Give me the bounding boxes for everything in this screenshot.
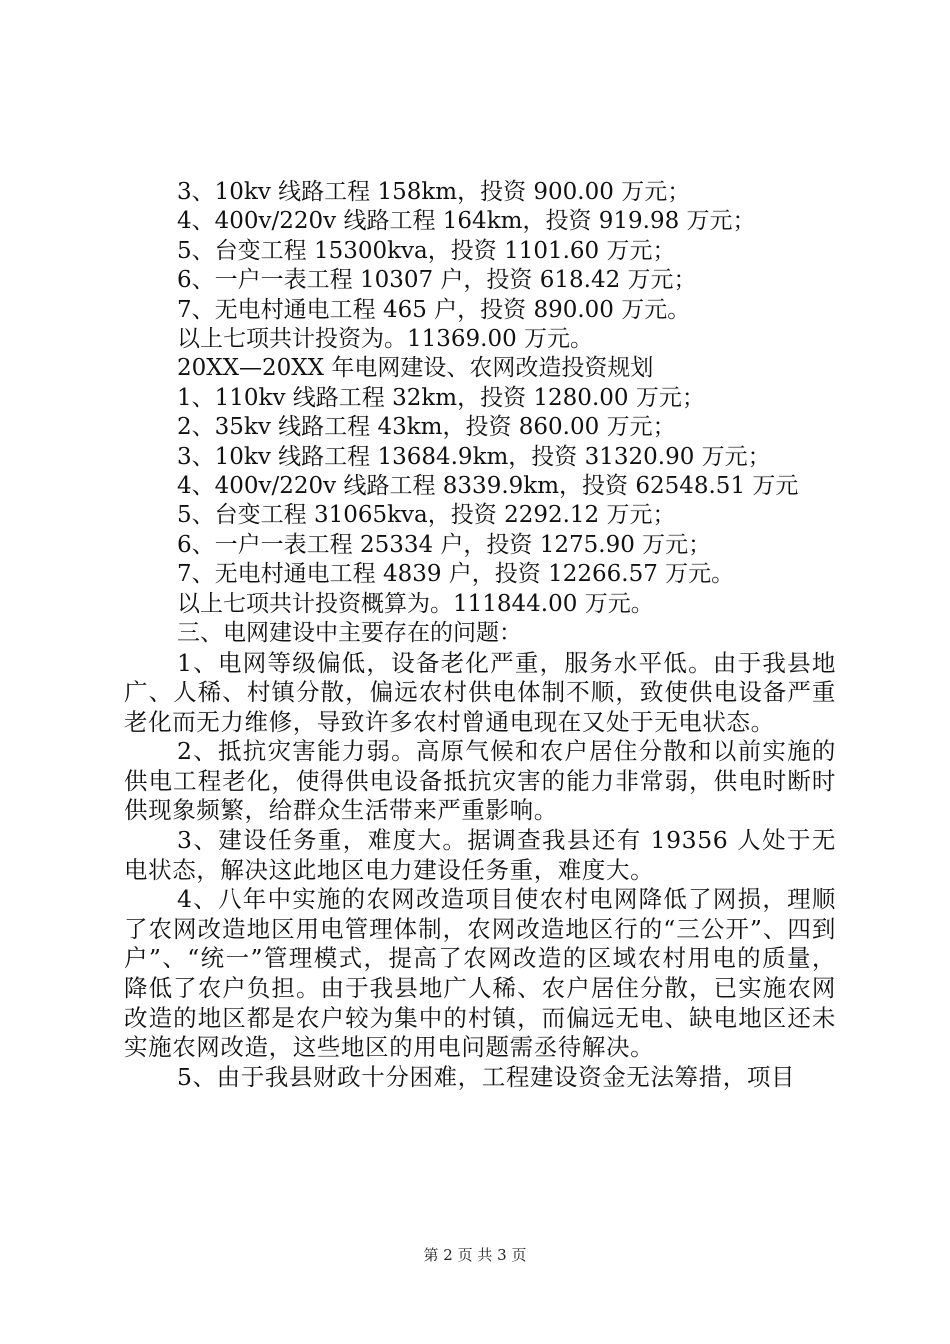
text-line: 4、400v/220v 线路工程 8339.9km，投资 62548.51 万元 [177,473,799,500]
paragraph: 2、抵抗灾害能力弱。高原气候和农户居住分散和以前实施的供电工程老化，使得供电设备抵抗灾害的能力非常弱，供电时断时供现象频繁，给群众生活带来严重影响。 [124,737,836,825]
text-line: 5、台变工程 15300kva，投资 1101.60 万元； [177,237,676,264]
paragraph: 3、建设任务重，难度大。据调查我县还有 19356 人处于无电状态，解决这此地区电力建设任务重，难度大。 [124,826,836,884]
text-line: 以上七项共计投资概算为。111844.00 万元。 [177,590,654,617]
text-line: 2、35kv 线路工程 43km，投资 860.00 万元； [177,414,676,441]
text-line: 4、400v/220v 线路工程 164km，投资 919.98 万元； [177,208,756,235]
text-line: 1、110kv 线路工程 32km，投资 1280.00 万元； [177,384,705,411]
text-line: 7、无电村通电工程 4839 户，投资 12266.57 万元。 [177,561,735,588]
text-line: 7、无电村通电工程 465 户，投资 890.00 万元。 [177,296,691,323]
paragraph: 1、电网等级偏低，设备老化严重，服务水平低。由于我县地广、人稀、村镇分散，偏远农村供电体制不顺，致使供电设备严重老化而无力维修，导致许多农村曾通电现在又处于无电状态。 [124,648,836,736]
text-line: 5、台变工程 31065kva，投资 2292.12 万元； [177,502,676,529]
page-footer: 第 2 页 共 3 页 [423,1246,527,1264]
section-heading: 20XX—20XX 年电网建设、农网改造投资规划 [177,355,654,382]
text-line: 以上七项共计投资为。11369.00 万元。 [177,326,594,353]
text-line: 3、10kv 线路工程 158km，投资 900.00 万元； [177,179,691,205]
paragraph: 5、由于我县财政十分困难，工程建设资金无法筹措，项目 [177,1062,796,1091]
text-line: 6、一户一表工程 25334 户，投资 1275.90 万元； [177,531,712,558]
document-body [124,178,836,1092]
paragraph: 4、八年中实施的农网改造项目使农村电网降低了网损，理顺了农网改造地区用电管理体制，农网改造地区行的“三公开”、四到户”、“统一”管理模式，提高了农网改造的区域农村用电的质量，降低了农户负担。由于我县地广人稀、农户居住分散，已实施农网改造的地区都是农户较为集中的村镇，而偏远无电、缺电地区还未实施农网改造，这些地区的用电问题需丞待解决。 [124,885,836,1062]
text-line: 6、一户一表工程 10307 户，投资 618.42 万元； [177,267,697,294]
section-heading: 三、电网建设中主要存在的问题： [177,620,522,647]
text-line: 3、10kv 线路工程 13684.9km，投资 31320.90 万元； [177,443,771,470]
